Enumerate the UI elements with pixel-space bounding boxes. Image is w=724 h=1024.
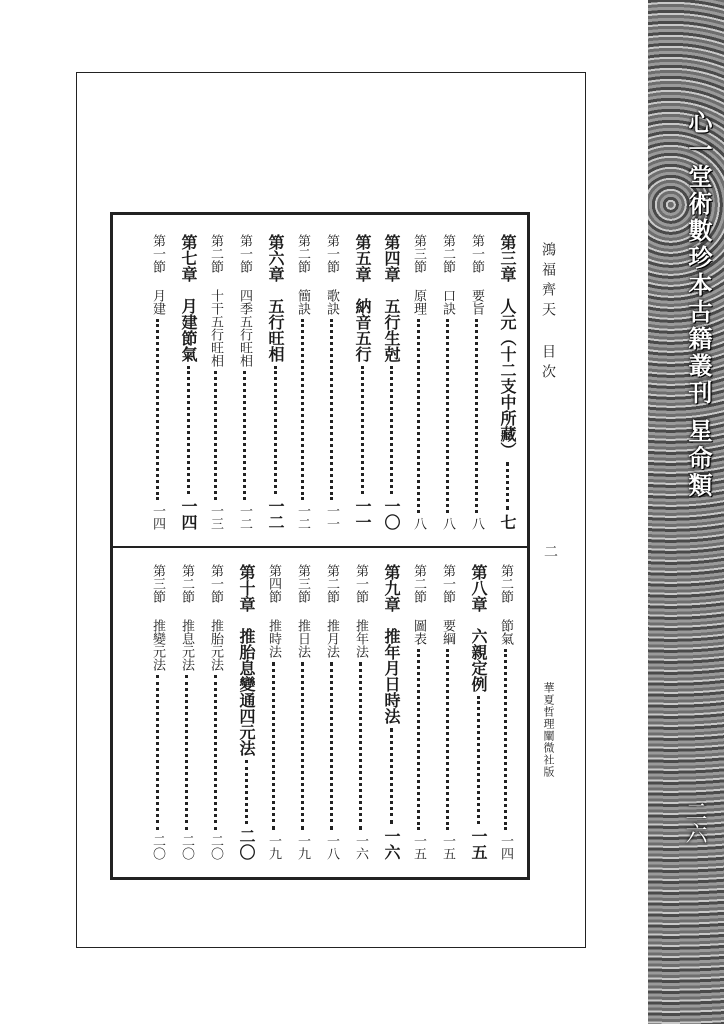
toc-entry-label: 第三節 [295, 564, 310, 603]
toc-page [110, 212, 556, 880]
toc-entry-label: 第四章 [382, 234, 401, 282]
toc-entry-title: 月建 [150, 289, 165, 315]
toc-entry-title: 月建節氣 [179, 298, 198, 362]
toc-entry-title: 四季五行旺相 [237, 289, 252, 367]
toc-section-entry [293, 564, 312, 860]
toc-chapter-entry [380, 564, 403, 860]
toc-entry-label: 第七章 [179, 234, 198, 282]
toc-entry-page: 二〇 [237, 828, 256, 860]
toc-entry-page: 一三 [208, 504, 223, 530]
running-header: 鴻福齊天 目次 [540, 242, 556, 384]
toc-entry-page: 一二 [237, 504, 252, 530]
toc-entry-label: 第九章 [382, 564, 401, 612]
toc-chapter-entry [177, 234, 200, 530]
toc-entry-title: 推年法 [353, 619, 368, 658]
toc-leader-dots [446, 649, 449, 830]
toc-chapter-entry [235, 564, 258, 860]
toc-entry-label: 第一節 [469, 234, 484, 273]
toc-entry-label: 第八章 [469, 564, 488, 612]
series-title: 心一堂術數珍本古籍叢刊 星命類 [684, 110, 713, 500]
toc-entry-title: 推月法 [324, 619, 339, 658]
toc-entry-label: 第六章 [266, 234, 285, 282]
toc-leader-dots [301, 319, 304, 500]
toc-entry-page: 一四 [150, 504, 165, 530]
toc-leader-dots [301, 662, 304, 830]
toc-entry-label: 第二節 [324, 564, 339, 603]
toc-entry-page: 八 [469, 517, 484, 530]
toc-leader-dots [477, 696, 480, 824]
toc-entry-page: 二〇 [208, 834, 223, 860]
toc-entry-label: 第二節 [179, 564, 194, 603]
toc-leader-dots [243, 371, 246, 500]
toc-chapter-entry [351, 234, 374, 530]
toc-entry-label: 第二節 [498, 564, 513, 603]
toc-entry-page: 八 [411, 517, 426, 530]
toc-leader-dots [156, 675, 159, 830]
toc-entry-page: 七 [498, 514, 517, 530]
toc-divider [113, 546, 527, 548]
toc-entry-page: 一一 [353, 498, 372, 530]
toc-entry-label: 第一節 [440, 564, 455, 603]
toc-section-entry [148, 234, 167, 530]
toc-entry-page: 一一 [324, 504, 339, 530]
toc-leader-dots [417, 649, 420, 830]
publisher-imprint: 華夏哲理闡微社版 [542, 682, 555, 778]
toc-leader-dots [504, 649, 507, 830]
toc-entry-title: 六親定例 [469, 628, 488, 692]
toc-leader-dots [272, 662, 275, 830]
toc-leader-dots [359, 662, 362, 830]
toc-entry-title: 節氣 [498, 619, 513, 645]
toc-entry-label: 第二節 [440, 234, 455, 273]
toc-leader-dots [390, 366, 393, 494]
toc-entry-title: 要旨 [469, 289, 484, 315]
toc-entry-page: 二〇 [179, 834, 194, 860]
toc-entry-title: 推年月日時法 [382, 628, 401, 724]
toc-leader-dots [417, 319, 420, 513]
toc-chapter-entry [264, 234, 287, 530]
toc-entry-page: 一五 [440, 834, 455, 860]
toc-chapter-entry [380, 234, 403, 530]
toc-leader-dots [390, 728, 393, 824]
toc-section-entry [438, 564, 457, 860]
toc-entry-label: 第十章 [237, 564, 256, 612]
toc-entry-page: 一二 [266, 498, 285, 530]
toc-entry-title: 推日法 [295, 619, 310, 658]
toc-entry-title: 推變元法 [150, 619, 165, 671]
toc-leader-dots [214, 675, 217, 830]
toc-chapter-entry [496, 234, 519, 530]
toc-entry-label: 第五章 [353, 234, 372, 282]
toc-leader-dots [361, 366, 364, 494]
toc-entry-label: 第一節 [150, 234, 165, 273]
toc-entry-label: 第二節 [411, 564, 426, 603]
toc-section-entry [351, 564, 370, 860]
toc-entry-label: 第三節 [411, 234, 426, 273]
toc-section-entry [148, 564, 167, 860]
toc-entry-label: 第一節 [324, 234, 339, 273]
toc-section-entry [322, 564, 341, 860]
toc-entry-title: 納音五行 [353, 298, 372, 362]
toc-entry-page: 一八 [324, 834, 339, 860]
toc-entry-page: 一五 [469, 828, 488, 860]
toc-entry-page: 一六 [353, 834, 368, 860]
toc-section-entry [264, 564, 283, 860]
toc-entry-page: 一五 [411, 834, 426, 860]
toc-entry-label: 第三章 [498, 234, 517, 282]
toc-chapter-entry [467, 564, 490, 860]
toc-entry-label: 第二節 [208, 234, 223, 273]
toc-entry-title: 推時法 [266, 619, 281, 658]
toc-leader-dots [187, 366, 190, 494]
toc-entry-page: 一九 [266, 834, 281, 860]
toc-entry-page: 一四 [498, 834, 513, 860]
toc-entry-title: 簡訣 [295, 289, 310, 315]
page-number: 二六 [682, 800, 707, 844]
toc-entry-page: 二〇 [150, 834, 165, 860]
toc-section-entry [409, 234, 428, 530]
toc-entry-title: 圖表 [411, 619, 426, 645]
toc-entry-label: 第二節 [295, 234, 310, 273]
toc-section-entry [496, 564, 515, 860]
toc-entry-page: 一二 [295, 504, 310, 530]
toc-entry-title: 人元（十二支中所藏） [498, 298, 517, 458]
toc-leader-dots [330, 319, 333, 500]
leaf-number: 二 [542, 544, 558, 558]
toc-entry-title: 五行生尅 [382, 298, 401, 362]
toc-leader-dots [274, 366, 277, 494]
toc-leader-dots [245, 760, 248, 824]
toc-leader-dots [330, 662, 333, 830]
toc-entry-title: 五行旺相 [266, 298, 285, 362]
toc-leader-dots [214, 371, 217, 500]
toc-section-entry [438, 234, 457, 530]
toc-entry-page: 一六 [382, 828, 401, 860]
toc-entry-page: 一〇 [382, 498, 401, 530]
toc-entry-label: 第三節 [150, 564, 165, 603]
toc-section-entry [235, 234, 254, 530]
toc-section-entry [467, 234, 486, 530]
toc-entry-label: 第四節 [266, 564, 281, 603]
toc-section-entry [409, 564, 428, 860]
toc-entry-page: 一九 [295, 834, 310, 860]
toc-entry-title: 推息元法 [179, 619, 194, 671]
toc-entry-title: 歌訣 [324, 289, 339, 315]
toc-entry-title: 十干五行旺相 [208, 289, 223, 367]
toc-entry-title: 推胎元法 [208, 619, 223, 671]
toc-entry-label: 第一節 [237, 234, 252, 273]
toc-section-entry [293, 234, 312, 530]
toc-entry-label: 第一節 [208, 564, 223, 603]
toc-section-entry [177, 564, 196, 860]
toc-leader-dots [185, 675, 188, 830]
toc-leader-dots [506, 462, 509, 510]
toc-section-entry [206, 564, 225, 860]
toc-entry-title: 要綱 [440, 619, 455, 645]
toc-entry-title: 推胎息變通四元法 [237, 628, 256, 756]
toc-entry-page: 八 [440, 517, 455, 530]
toc-entry-label: 第一節 [353, 564, 368, 603]
toc-leader-dots [156, 319, 159, 500]
toc-entry-page: 一四 [179, 498, 198, 530]
toc-leader-dots [446, 319, 449, 513]
toc-entry-title: 口訣 [440, 289, 455, 315]
toc-section-entry [206, 234, 225, 530]
toc-section-entry [322, 234, 341, 530]
toc-entry-title: 原理 [411, 289, 426, 315]
toc-leader-dots [475, 319, 478, 513]
